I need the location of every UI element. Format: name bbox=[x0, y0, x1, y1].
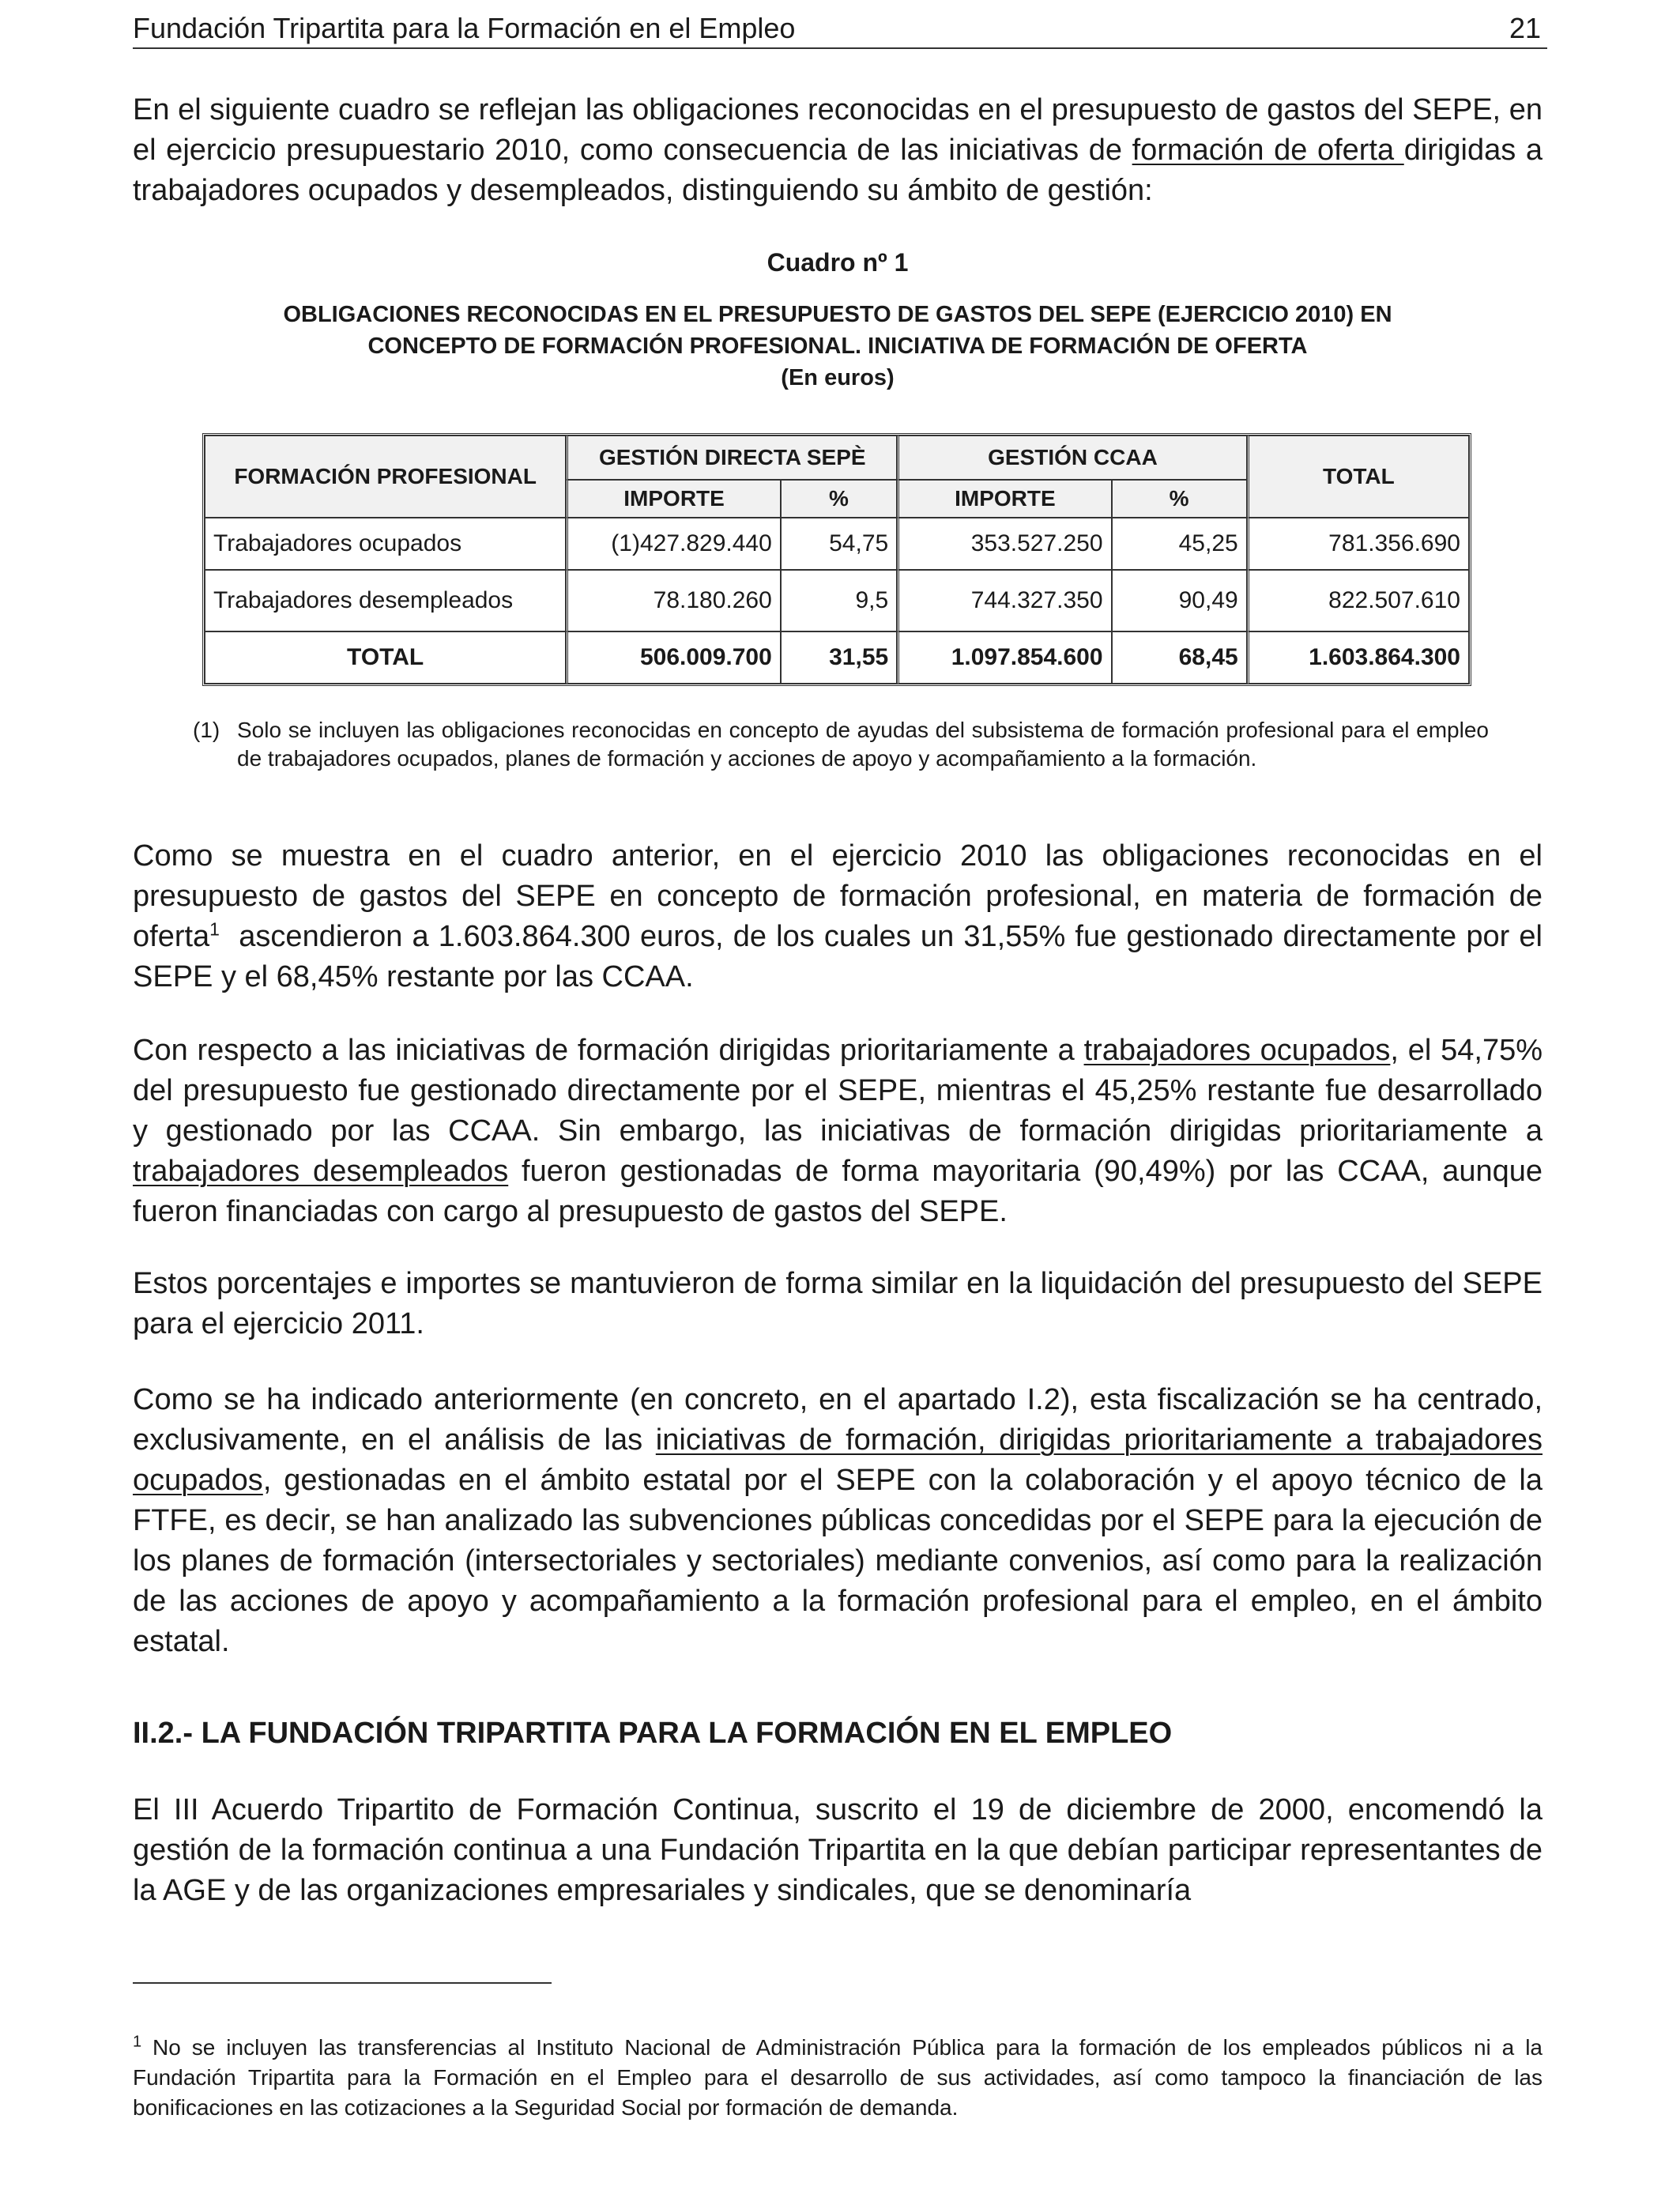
obligations-table bbox=[202, 433, 1471, 686]
table-note-text: Solo se incluyen las obligaciones reconocidas en concepto de ayudas del subsistema de formación profesional para el empleo de trabajadores ocupados, planes de formación y acciones de apoyo y acompañamiento a la formación. bbox=[237, 718, 1489, 771]
total-label: TOTAL bbox=[205, 631, 566, 684]
cell-ccaa-pct: 45,25 bbox=[1112, 518, 1247, 570]
table-note-marker: (1) bbox=[193, 718, 220, 742]
paragraph-text: Con respecto a las iniciativas de formación dirigidas prioritariamente a bbox=[133, 1034, 1084, 1067]
cell-sepe-importe bbox=[566, 518, 780, 570]
table-note bbox=[193, 716, 1489, 773]
header-gestion-ccaa: GESTIÓN CCAA bbox=[897, 435, 1247, 480]
subheader-ccaa-pct: % bbox=[1112, 480, 1247, 518]
footnote-mark: (1) bbox=[611, 530, 640, 556]
footnote-reference: 1 bbox=[209, 918, 220, 940]
cell-sepe-importe: 78.180.260 bbox=[566, 570, 780, 631]
paragraph-4 bbox=[133, 1380, 1543, 1662]
paragraph-text: , gestionadas en el ámbito estatal por el SEPE con la colaboración y el apoyo técnico de la FTFE, es decir, se han analizado las subvenciones públicas concedidas por el SEPE para la ejecución de los planes de formación (intersectoriales y sectoriales) mediante convenios, así como para la realización de las acciones de apoyo y acompañamiento a la formación profesional para el empleo, en el ámbito estatal. bbox=[133, 1464, 1543, 1658]
table-units: (En euros) bbox=[781, 365, 895, 390]
table-row bbox=[205, 570, 1469, 631]
row-label: Trabajadores ocupados bbox=[205, 518, 566, 570]
cell-ccaa-importe: 744.327.350 bbox=[897, 570, 1111, 631]
cell-sepe-pct: 54,75 bbox=[781, 518, 897, 570]
table-row bbox=[205, 518, 1469, 570]
header-gestion-directa: GESTIÓN DIRECTA SEPÈ bbox=[566, 435, 897, 480]
underlined-term: trabajadores desempleados bbox=[133, 1155, 509, 1188]
subheader-ccaa-importe: IMPORTE bbox=[897, 480, 1111, 518]
intro-text-end: dirigidas a trabajadores ocupados y desempleados, distinguiendo su ámbito de gestión: bbox=[133, 134, 1543, 207]
underlined-term: iniciativas de formación, dirigidas prioritariamente a trabajadores ocupados bbox=[133, 1423, 1543, 1497]
intro-underlined-term: formación de oferta bbox=[1132, 134, 1404, 167]
paragraph-text: fueron gestionadas de forma mayoritaria (90,49%) por las CCAA, aunque fueron financiadas con cargo al presupuesto de gastos del SEPE. bbox=[133, 1155, 1543, 1228]
underlined-term: trabajadores ocupados bbox=[1083, 1034, 1391, 1067]
header-formacion-profesional: FORMACIÓN PROFESIONAL bbox=[205, 435, 566, 518]
row-label: Trabajadores desempleados bbox=[205, 570, 566, 631]
intro-paragraph bbox=[133, 90, 1543, 211]
page-header bbox=[133, 9, 1547, 49]
total-sepe-importe: 506.009.700 bbox=[566, 631, 780, 684]
header-title: Fundación Tripartita para la Formación en el Empleo bbox=[133, 12, 796, 44]
footnote bbox=[133, 2033, 1543, 2123]
intro-text: En el siguiente cuadro se reflejan las obligaciones reconocidas en el presupuesto de gastos del SEPE, en el ejercicio presupuestario 2010, como consecuencia de las iniciativas de bbox=[133, 93, 1543, 167]
cell-value: 427.829.440 bbox=[639, 530, 772, 556]
paragraph-3: Estos porcentajes e importes se mantuvieron de forma similar en la liquidación del presupuesto del SEPE para el ejercicio 2011. bbox=[133, 1267, 1543, 1340]
cell-ccaa-importe: 353.527.250 bbox=[897, 518, 1111, 570]
total-ccaa-pct: 68,45 bbox=[1112, 631, 1247, 684]
total-sepe-pct: 31,55 bbox=[781, 631, 897, 684]
paragraph-text: Como se ha indicado anteriormente (en concreto, en el apartado I.2), esta fiscalización se ha centrado, exclusivamente, en el análisis de las bbox=[133, 1383, 1543, 1457]
paragraph-2 bbox=[133, 1031, 1543, 1232]
footnote-number: 1 bbox=[133, 2033, 142, 2051]
footnote-separator bbox=[133, 1982, 552, 1984]
table-title-line-2: CONCEPTO DE FORMACIÓN PROFESIONAL. INICIATIVA DE FORMACIÓN DE OFERTA bbox=[367, 334, 1308, 359]
paragraph-5: El III Acuerdo Tripartito de Formación Continua, suscrito el 19 de diciembre de 2000, encomendó la gestión de la formación continua a una Fundación Tripartita en la que debían participar representantes de la AGE y de las organizaciones empresariales y sindicales, que se denominaría bbox=[133, 1793, 1543, 1907]
header-total: TOTAL bbox=[1247, 435, 1469, 518]
table-title bbox=[133, 299, 1543, 394]
page-number: 21 bbox=[1509, 12, 1541, 44]
footnote-text: No se incluyen las transferencias al Instituto Nacional de Administración Pública para la formación de los empleados públicos ni a la Fundación Tripartita para la Formación en el Empleo para el desarrollo de sus actividades, así como tampoco la financiación de las bonificaciones en las cotizaciones a la Seguridad Social por formación de demanda. bbox=[133, 2035, 1543, 2120]
paragraph-1 bbox=[133, 836, 1551, 997]
total-total: 1.603.864.300 bbox=[1247, 631, 1469, 684]
table-total-row bbox=[205, 631, 1469, 684]
paragraph-text: , el 54,75% del presupuesto fue gestionado directamente por el SEPE, mientras el 45,25% restante fue desarrollado y gestionado por las CCAA. Sin embargo, las iniciativas de formación dirigidas prioritariamente a bbox=[133, 1034, 1543, 1148]
cell-ccaa-pct: 90,49 bbox=[1112, 570, 1247, 631]
total-ccaa-importe: 1.097.854.600 bbox=[897, 631, 1111, 684]
subheader-sepe-pct: % bbox=[781, 480, 897, 518]
table-title-line-1: OBLIGACIONES RECONOCIDAS EN EL PRESUPUESTO DE GASTOS DEL SEPE (EJERCICIO 2010) EN bbox=[283, 302, 1392, 327]
cell-total: 781.356.690 bbox=[1247, 518, 1469, 570]
table-label: Cuadro nº 1 bbox=[767, 248, 909, 277]
section-heading: II.2.- LA FUNDACIÓN TRIPARTITA PARA LA FORMACIÓN EN EL EMPLEO bbox=[133, 1717, 1173, 1750]
cell-total: 822.507.610 bbox=[1247, 570, 1469, 631]
paragraph-text: Como se muestra en el cuadro anterior, en el ejercicio 2010 las obligaciones reconocidas en el presupuesto de gastos del SEPE en concepto de formación profesional, en materia de formación de oferta bbox=[133, 839, 1543, 953]
subheader-sepe-importe: IMPORTE bbox=[566, 480, 780, 518]
paragraph-text-end: ascendieron a 1.603.864.300 euros, de los cuales un 31,55% fue gestionado directamente por el SEPE y el 68,45% restante por las CCAA. bbox=[133, 920, 1551, 993]
cell-sepe-pct: 9,5 bbox=[781, 570, 897, 631]
